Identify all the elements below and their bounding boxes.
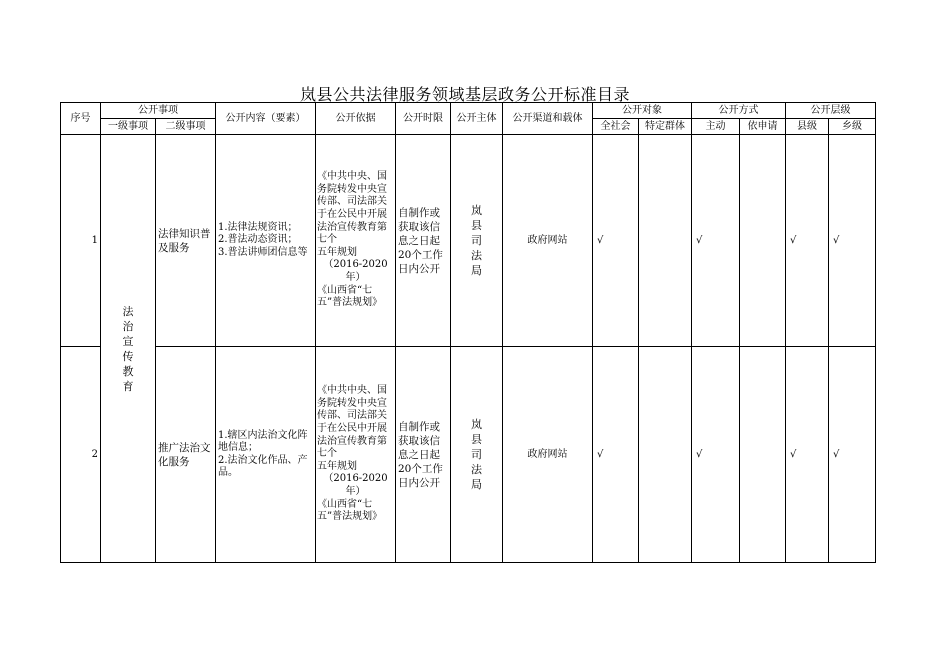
header-level2: 二级事项: [156, 119, 216, 135]
time-cell: 自制作或获取该信息之日起20个工作日内公开: [396, 135, 451, 347]
check-all: √: [593, 135, 639, 347]
row-seq: 2: [61, 347, 101, 563]
disclosure-table: [60, 102, 876, 563]
check-active: √: [692, 347, 740, 563]
check-request: [740, 135, 786, 347]
header-level-town: 乡级: [829, 119, 876, 135]
row-seq: 1: [61, 135, 101, 347]
first-level-cell: [101, 135, 156, 563]
check-specific: [639, 347, 692, 563]
header-basis: 公开依据: [316, 103, 396, 135]
check-specific: [639, 135, 692, 347]
check-county: √: [786, 135, 829, 347]
table-row: [61, 347, 876, 563]
channel-cell: 政府网站: [503, 347, 593, 563]
header-method-active: 主动: [692, 119, 740, 135]
header-level1: 一级事项: [101, 119, 156, 135]
subject-cell: 岚县司法局: [451, 135, 503, 347]
header-seq: 序号: [61, 103, 101, 135]
channel-cell: 政府网站: [503, 135, 593, 347]
check-county: √: [786, 347, 829, 563]
check-town: √: [829, 135, 876, 347]
basis-cell: 《中共中央、国务院转发中央宣传部、司法部关于在公民中开展法治宣传教育第七个 五年规划 （2016-2020年） 《山西省“七五”普法规划》: [316, 347, 396, 563]
table-row: [61, 135, 876, 347]
header-channel: 公开渠道和载体: [503, 103, 593, 135]
subject-cell: 岚县司法局: [451, 347, 503, 563]
content-cell: 1.辖区内法治文化阵地信息； 2.法治文化作品、产品。: [216, 347, 316, 563]
first-level-label: 法治宣传教育: [122, 304, 134, 393]
header-subject: 公开主体: [451, 103, 503, 135]
header-target: 公开对象: [593, 103, 692, 119]
check-active: √: [692, 135, 740, 347]
check-town: √: [829, 347, 876, 563]
second-level-cell: 推广法治文化服务: [156, 347, 216, 563]
time-cell: 自制作或获取该信息之日起20个工作日内公开: [396, 347, 451, 563]
second-level-cell: 法律知识普及服务: [156, 135, 216, 347]
header-level-county: 县级: [786, 119, 829, 135]
header-target-specific: 特定群体: [639, 119, 692, 135]
check-all: √: [593, 347, 639, 563]
header-target-all: 全社会: [593, 119, 639, 135]
page-title: 岚县公共法律服务领域基层政务公开标准目录: [299, 85, 630, 104]
header-time: 公开时限: [396, 103, 451, 135]
header-level: 公开层级: [786, 103, 876, 119]
basis-cell: 《中共中央、国务院转发中央宣传部、司法部关于在公民中开展法治宣传教育第七个 五年规划 （2016-2020年） 《山西省“七五”普法规划》: [316, 135, 396, 347]
check-request: [740, 347, 786, 563]
header-content: 公开内容（要素）: [216, 103, 316, 135]
content-cell: 1.法律法规资讯； 2.普法动态资讯； 3.普法讲师团信息等: [216, 135, 316, 347]
header-method-request: 依申请: [740, 119, 786, 135]
header-item: 公开事项: [101, 103, 216, 119]
header-method: 公开方式: [692, 103, 786, 119]
